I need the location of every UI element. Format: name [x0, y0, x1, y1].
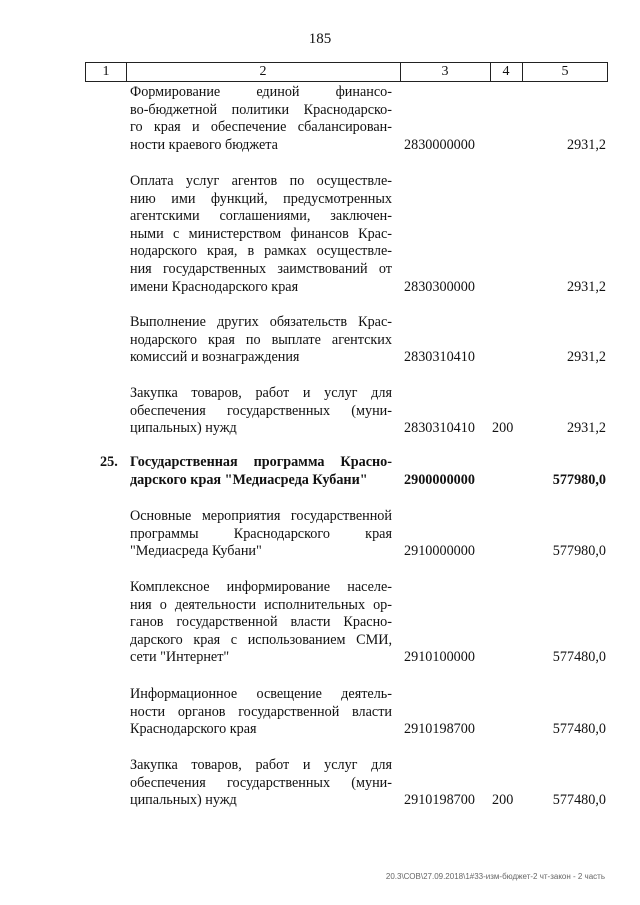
row-description [130, 173, 392, 296]
page-number: 185 [308, 31, 332, 47]
row-amount: 577980,0 [552, 543, 606, 560]
row-description [130, 757, 392, 810]
description-line: Закупка товаров, работ и услуг для [130, 757, 392, 773]
description-line: сети "Интернет" [130, 649, 230, 666]
description-line: го края и обеспечение сбалансирован- [130, 119, 392, 136]
header-col-1: 1 [102, 64, 110, 79]
description-line: Выполнение других обязательств Крас- [130, 314, 392, 330]
row-amount: 577480,0 [552, 792, 606, 809]
description-line: Закупка товаров, работ и услуг для [130, 385, 392, 401]
header-col-4: 4 [502, 64, 510, 79]
row-code: 2910198700 [404, 792, 475, 809]
description-line: дарского края "Медиасреда Кубани" [130, 471, 368, 488]
row-description [130, 454, 392, 489]
row-code: 2900000000 [404, 471, 475, 488]
row-description [130, 579, 392, 667]
row-code: 2830300000 [404, 278, 475, 295]
row-code: 2830000000 [404, 136, 475, 153]
row-code: 2910100000 [404, 649, 475, 666]
description-line: во-бюджетной политики Краснодарско- [130, 101, 392, 118]
header-col-3: 3 [441, 64, 449, 79]
description-line: ципальных) нужд [130, 420, 237, 437]
description-line: ности краевого бюджета [130, 136, 278, 153]
description-line: ности органов государственной власти [130, 703, 392, 720]
row-description [130, 686, 392, 739]
row-description [130, 84, 392, 154]
row-code: 2830310410 [404, 349, 475, 366]
description-line: программы Краснодарского края [130, 525, 392, 542]
description-line: ния о деятельности исполнительных ор- [130, 596, 392, 613]
description-line: Комплексное информирование населе- [130, 579, 392, 595]
description-line: нодарского края, в рамках осуществле- [130, 243, 392, 260]
row-expense-type: 200 [492, 792, 514, 809]
row-description [130, 508, 392, 561]
row-code: 2910000000 [404, 543, 475, 560]
description-line: агентскими соглашениями, заключен- [130, 208, 392, 225]
description-line: имени Краснодарского края [130, 278, 299, 295]
row-code: 2910198700 [404, 721, 475, 738]
row-amount: 2931,2 [566, 136, 606, 153]
description-line: "Медиасреда Кубани" [130, 543, 262, 560]
row-amount: 577480,0 [552, 649, 606, 666]
description-line: Формирование единой финансо- [130, 84, 392, 100]
row-code: 2830310410 [404, 420, 475, 437]
row-amount: 2931,2 [566, 278, 606, 295]
description-line: ципальных) нужд [130, 792, 237, 809]
row-number: 25. [100, 454, 118, 470]
row-amount: 577980,0 [552, 471, 606, 488]
table-header [85, 62, 608, 82]
row-description [130, 314, 392, 367]
description-line: ганов государственной власти Красно- [130, 614, 392, 631]
row-amount: 2931,2 [566, 349, 606, 366]
description-line: Оплата услуг агентов по осуществле- [130, 173, 392, 189]
description-line: нию ими функций, предусмотренных [130, 190, 392, 207]
row-amount: 2931,2 [566, 420, 606, 437]
description-line: Информационное освещение деятель- [130, 686, 392, 702]
description-line: обеспечения государственных (муни- [130, 774, 392, 791]
row-description [130, 385, 392, 438]
description-line: дарского края с использованием СМИ, [130, 631, 392, 648]
description-line: комиссий и вознаграждения [130, 349, 300, 366]
description-line: ными с министерством финансов Крас- [130, 225, 392, 242]
description-line: нодарского края по выплате агентских [130, 331, 392, 348]
description-line: Основные мероприятия государственной [130, 508, 392, 524]
description-line: Краснодарского края [130, 721, 257, 738]
row-amount: 577480,0 [552, 721, 606, 738]
description-line: ния государственных заимствований от [130, 260, 392, 277]
footer-path: 20.3\СОВ\27.09.2018\1#33-изм-бюджет-2 чт-закон - 2 часть [385, 872, 605, 881]
description-line: Государственная программа Красно- [130, 454, 392, 470]
description-line: обеспечения государственных (муни- [130, 402, 392, 419]
row-expense-type: 200 [492, 420, 514, 437]
header-col-5: 5 [561, 64, 569, 79]
header-col-2: 2 [259, 64, 267, 79]
